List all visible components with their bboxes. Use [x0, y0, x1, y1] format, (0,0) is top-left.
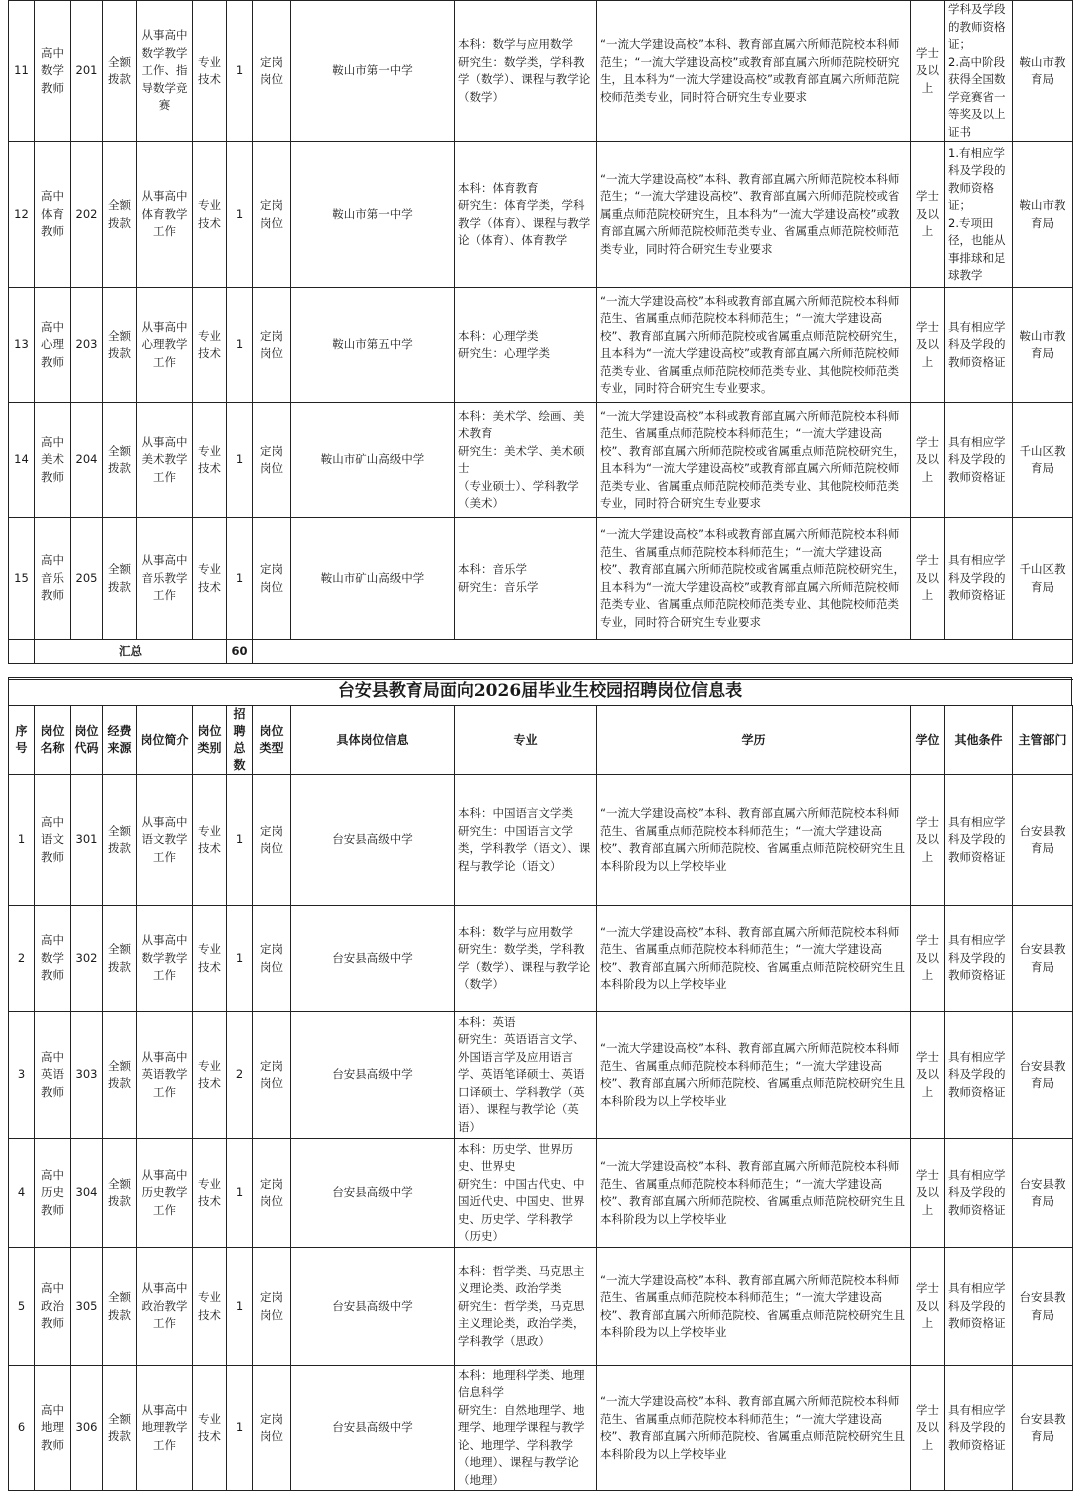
- cell-ptype: 定岗岗位: [253, 906, 291, 1012]
- cell-other: 具有相应学科及学段的教师资格证: [945, 775, 1013, 906]
- table-row: [9, 403, 1073, 518]
- header-funding: 经费来源: [103, 706, 137, 775]
- cell-funding: 全额拨款: [103, 1, 137, 142]
- cell-funding: 全额拨款: [103, 1366, 137, 1491]
- cell-school: 鞍山市第五中学: [291, 288, 455, 403]
- header-major: 专业: [455, 706, 597, 775]
- cell-edu: “一流大学建设高校”本科、教育部直属六所师范院校本科师范生；“一流大学建设高校”、教育部直属六所师范院校或省属重点师范院校研究生，且本科为“一流大学建设高校”或教育部直属六所师范院校师范类专业、省属重点师范院校师范类专业，同时符合研究生专业要求: [597, 142, 911, 288]
- cell-category: 专业技术: [193, 403, 227, 518]
- cell-school: 台安县高级中学: [291, 1366, 455, 1491]
- cell-name: 高中数学教师: [35, 1, 71, 142]
- header-school: 具体岗位信息: [291, 706, 455, 775]
- table-row: [9, 1012, 1073, 1139]
- cell-intro: 从事高中数学教学工作: [137, 906, 193, 1012]
- header-intro: 岗位简介: [137, 706, 193, 775]
- cell-code: 301: [71, 775, 103, 906]
- cell-edu: “一流大学建设高校”本科或教育部直属六所师范院校本科师范生、省属重点师范院校本科师范生；“一流大学建设高校”、教育部直属六所师范院校或省属重点师范院校研究生，且本科为“一流大学建设高校”或教育部直属六所师范院校师范类专业、省属重点师范院校师范类专业、其他院校师范类专业，同时符合研究生专业要求。: [597, 288, 911, 403]
- cell-code: 305: [71, 1248, 103, 1366]
- cell-ptype: 定岗岗位: [253, 1139, 291, 1248]
- cell-intro: 从事高中体育教学工作: [137, 142, 193, 288]
- cell-code: 302: [71, 906, 103, 1012]
- cell-name: 高中美术教师: [35, 403, 71, 518]
- cell-code: 203: [71, 288, 103, 403]
- cell-major: 本科：体育教育 研究生：体育学类，学科教学（体育）、课程与教学论（体育）、体育教学: [455, 142, 597, 288]
- cell-dept: 鞍山市教育局: [1013, 142, 1073, 288]
- cell-edu: “一流大学建设高校”本科、教育部直属六所师范院校本科师范生、省属重点师范院校本科师范生；“一流大学建设高校”、教育部直属六所师范院校、省属重点师范院校研究生且本科阶段为以上学校毕业: [597, 1139, 911, 1248]
- cell-code: 201: [71, 1, 103, 142]
- cell-dept: 台安县教育局: [1013, 1248, 1073, 1366]
- cell-edu: “一流大学建设高校”本科、教育部直属六所师范院校本科师范生、省属重点师范院校本科师范生；“一流大学建设高校”、教育部直属六所师范院校、省属重点师范院校研究生且本科阶段为以上学校毕业: [597, 1012, 911, 1139]
- header-ptype: 岗位类型: [253, 706, 291, 775]
- cell-dept: 鞍山市教育局: [1013, 1, 1073, 142]
- cell-code: 303: [71, 1012, 103, 1139]
- cell-count: 1: [227, 518, 253, 640]
- cell-school: 台安县高级中学: [291, 1139, 455, 1248]
- cell-degree: 学士及以上: [911, 1012, 945, 1139]
- cell-ptype: 定岗岗位: [253, 1, 291, 142]
- cell-funding: 全额拨款: [103, 403, 137, 518]
- cell-dept: 鞍山市教育局: [1013, 288, 1073, 403]
- cell-degree: 学士及以上: [911, 403, 945, 518]
- cell-category: 专业技术: [193, 142, 227, 288]
- table-row: [9, 906, 1073, 1012]
- cell-count: 1: [227, 142, 253, 288]
- table-taian-body: [9, 775, 1073, 1491]
- cell-category: 专业技术: [193, 518, 227, 640]
- cell-category: 专业技术: [193, 1, 227, 142]
- cell-major: 本科：英语 研究生：英语语言文学、外国语言学及应用语言学、英语笔译硕士、英语口译硕士、学科教学（英语）、课程与教学论（英语）: [455, 1012, 597, 1139]
- cell-school: 鞍山市矿山高级中学: [291, 403, 455, 518]
- cell-count: 2: [227, 1012, 253, 1139]
- cell-name: 高中地理教师: [35, 1366, 71, 1491]
- summary-empty-tail: [253, 640, 1073, 664]
- summary-empty-cell: [9, 640, 35, 664]
- cell-other: 具有相应学科及学段的教师资格证: [945, 1248, 1013, 1366]
- cell-intro: 从事高中音乐教学工作: [137, 518, 193, 640]
- cell-major: 本科：数学与应用数学 研究生：数学类，学科教学（数学）、课程与教学论（数学）: [455, 1, 597, 142]
- cell-dept: 千山区教育局: [1013, 403, 1073, 518]
- cell-code: 202: [71, 142, 103, 288]
- cell-degree: 学士及以上: [911, 1248, 945, 1366]
- cell-ptype: 定岗岗位: [253, 1366, 291, 1491]
- cell-school: 鞍山市第一中学: [291, 1, 455, 142]
- cell-dept: 千山区教育局: [1013, 518, 1073, 640]
- table-row: [9, 142, 1073, 288]
- cell-ptype: 定岗岗位: [253, 288, 291, 403]
- cell-major: 本科：心理学类 研究生：心理学类: [455, 288, 597, 403]
- cell-category: 专业技术: [193, 1248, 227, 1366]
- table-title: 台安县教育局面向2026届毕业生校园招聘岗位信息表: [8, 677, 1072, 705]
- cell-intro: 从事高中美术教学工作: [137, 403, 193, 518]
- table-row: [9, 1139, 1073, 1248]
- cell-code: 306: [71, 1366, 103, 1491]
- cell-intro: 从事高中语文教学工作: [137, 775, 193, 906]
- cell-category: 专业技术: [193, 906, 227, 1012]
- cell-count: 1: [227, 1366, 253, 1491]
- cell-edu: “一流大学建设高校”本科或教育部直属六所师范院校本科师范生、省属重点师范院校本科师范生；“一流大学建设高校”、教育部直属六所师范院校或省属重点师范院校研究生，且本科为“一流大学建设高校”或教育部直属六所师范院校师范类专业、省属重点师范院校师范类专业、其他院校师范类专业，同时符合研究生专业要求: [597, 518, 911, 640]
- cell-other: 具有相应学科及学段的教师资格证: [945, 1139, 1013, 1248]
- header-row: [9, 706, 1073, 775]
- cell-intro: 从事高中地理教学工作: [137, 1366, 193, 1491]
- cell-category: 专业技术: [193, 1012, 227, 1139]
- cell-code: 205: [71, 518, 103, 640]
- cell-seq: 5: [9, 1248, 35, 1366]
- cell-category: 专业技术: [193, 288, 227, 403]
- cell-degree: 学士及以上: [911, 142, 945, 288]
- cell-major: 本科：中国语言文学类 研究生：中国语言文学类，学科教学（语文）、课程与教学论（语文）: [455, 775, 597, 906]
- cell-seq: 14: [9, 403, 35, 518]
- header-category: 岗位类别: [193, 706, 227, 775]
- table-row: [9, 1, 1073, 142]
- cell-other: 具有相应学科及学段的教师资格证: [945, 288, 1013, 403]
- cell-ptype: 定岗岗位: [253, 403, 291, 518]
- header-code: 岗位代码: [71, 706, 103, 775]
- cell-category: 专业技术: [193, 1139, 227, 1248]
- cell-other: 学科及学段的教师资格证； 2.高中阶段获得全国数学竞赛省一等奖及以上证书: [945, 1, 1013, 142]
- cell-degree: 学士及以上: [911, 1, 945, 142]
- cell-other: 具有相应学科及学段的教师资格证: [945, 518, 1013, 640]
- cell-seq: 2: [9, 906, 35, 1012]
- cell-count: 1: [227, 288, 253, 403]
- cell-seq: 6: [9, 1366, 35, 1491]
- cell-other: 具有相应学科及学段的教师资格证: [945, 403, 1013, 518]
- cell-name: 高中历史教师: [35, 1139, 71, 1248]
- cell-count: 1: [227, 403, 253, 518]
- cell-funding: 全额拨款: [103, 906, 137, 1012]
- cell-intro: 从事高中数学教学工作、指导数学竞赛: [137, 1, 193, 142]
- cell-edu: “一流大学建设高校”本科、教育部直属六所师范院校本科师范生；“一流大学建设高校”或教育部直属六所师范院校研究生，且本科为“一流大学建设高校”或教育部直属六所师范院校师范类专业，同时符合研究生专业要求: [597, 1, 911, 142]
- cell-other: 具有相应学科及学段的教师资格证: [945, 1012, 1013, 1139]
- cell-ptype: 定岗岗位: [253, 1248, 291, 1366]
- cell-funding: 全额拨款: [103, 1139, 137, 1248]
- cell-funding: 全额拨款: [103, 288, 137, 403]
- cell-school: 台安县高级中学: [291, 1248, 455, 1366]
- cell-major: 本科：哲学类、马克思主义理论类、政治学类 研究生：哲学类，马克思主义理论类，政治学类，学科教学（思政）: [455, 1248, 597, 1366]
- cell-edu: “一流大学建设高校”本科、教育部直属六所师范院校本科师范生、省属重点师范院校本科师范生；“一流大学建设高校”、教育部直属六所师范院校、省属重点师范院校研究生且本科阶段为以上学校毕业: [597, 906, 911, 1012]
- cell-seq: 4: [9, 1139, 35, 1248]
- cell-other: 具有相应学科及学段的教师资格证: [945, 906, 1013, 1012]
- cell-seq: 13: [9, 288, 35, 403]
- cell-funding: 全额拨款: [103, 775, 137, 906]
- cell-school: 台安县高级中学: [291, 906, 455, 1012]
- cell-dept: 台安县教育局: [1013, 906, 1073, 1012]
- cell-major: 本科：历史学、世界历史、世界史 研究生：中国古代史、中国近代史、中国史、世界史、历史学、学科教学（历史）: [455, 1139, 597, 1248]
- cell-funding: 全额拨款: [103, 1012, 137, 1139]
- header-seq: 序号: [9, 706, 35, 775]
- cell-count: 1: [227, 1139, 253, 1248]
- cell-ptype: 定岗岗位: [253, 775, 291, 906]
- cell-category: 专业技术: [193, 775, 227, 906]
- table-row: [9, 775, 1073, 906]
- cell-name: 高中体育教师: [35, 142, 71, 288]
- cell-ptype: 定岗岗位: [253, 518, 291, 640]
- cell-other: 具有相应学科及学段的教师资格证: [945, 1366, 1013, 1491]
- cell-name: 高中英语教师: [35, 1012, 71, 1139]
- cell-name: 高中数学教师: [35, 906, 71, 1012]
- cell-funding: 全额拨款: [103, 142, 137, 288]
- cell-count: 1: [227, 1, 253, 142]
- header-dept: 主管部门: [1013, 706, 1073, 775]
- summary-label: 汇总: [35, 640, 227, 664]
- table-anshan-body: [9, 1, 1073, 640]
- cell-seq: 15: [9, 518, 35, 640]
- cell-degree: 学士及以上: [911, 518, 945, 640]
- cell-degree: 学士及以上: [911, 906, 945, 1012]
- cell-count: 1: [227, 1248, 253, 1366]
- cell-school: 台安县高级中学: [291, 1012, 455, 1139]
- table-row: [9, 1248, 1073, 1366]
- cell-school: 鞍山市第一中学: [291, 142, 455, 288]
- header-other: 其他条件: [945, 706, 1013, 775]
- cell-major: 本科：音乐学 研究生：音乐学: [455, 518, 597, 640]
- cell-intro: 从事高中历史教学工作: [137, 1139, 193, 1248]
- cell-name: 高中心理教师: [35, 288, 71, 403]
- cell-edu: “一流大学建设高校”本科、教育部直属六所师范院校本科师范生、省属重点师范院校本科师范生；“一流大学建设高校”、教育部直属六所师范院校、省属重点师范院校研究生且本科阶段为以上学校毕业: [597, 1366, 911, 1491]
- table-row: [9, 1366, 1073, 1491]
- header-name: 岗位名称: [35, 706, 71, 775]
- cell-edu: “一流大学建设高校”本科、教育部直属六所师范院校本科师范生、省属重点师范院校本科师范生；“一流大学建设高校”、教育部直属六所师范院校、省属重点师范院校研究生且本科阶段为以上学校毕业: [597, 775, 911, 906]
- cell-ptype: 定岗岗位: [253, 142, 291, 288]
- cell-funding: 全额拨款: [103, 1248, 137, 1366]
- cell-intro: 从事高中政治教学工作: [137, 1248, 193, 1366]
- cell-major: 本科：数学与应用数学 研究生：数学类，学科教学（数学）、课程与教学论（数学）: [455, 906, 597, 1012]
- cell-intro: 从事高中心理教学工作: [137, 288, 193, 403]
- header-count: 招聘总数: [227, 706, 253, 775]
- cell-degree: 学士及以上: [911, 1366, 945, 1491]
- cell-dept: 台安县教育局: [1013, 775, 1073, 906]
- cell-dept: 台安县教育局: [1013, 1012, 1073, 1139]
- cell-intro: 从事高中英语教学工作: [137, 1012, 193, 1139]
- cell-funding: 全额拨款: [103, 518, 137, 640]
- summary-total: 60: [227, 640, 253, 664]
- cell-major: 本科：美术学、绘画、美术教育 研究生：美术学、美术硕士 （专业硕士）、学科教学（美术）: [455, 403, 597, 518]
- cell-count: 1: [227, 906, 253, 1012]
- cell-name: 高中语文教师: [35, 775, 71, 906]
- cell-ptype: 定岗岗位: [253, 1012, 291, 1139]
- cell-degree: 学士及以上: [911, 1139, 945, 1248]
- cell-edu: “一流大学建设高校”本科或教育部直属六所师范院校本科师范生、省属重点师范院校本科师范生；“一流大学建设高校”、教育部直属六所师范院校或省属重点师范院校研究生，且本科为“一流大学建设高校”或教育部直属六所师范院校师范类专业、省属重点师范院校师范类专业、其他院校师范类专业，同时符合研究生专业要求: [597, 403, 911, 518]
- cell-count: 1: [227, 775, 253, 906]
- cell-degree: 学士及以上: [911, 775, 945, 906]
- table-anshan-positions: [8, 0, 1073, 680]
- table-row: [9, 518, 1073, 640]
- cell-degree: 学士及以上: [911, 288, 945, 403]
- cell-dept: 台安县教育局: [1013, 1366, 1073, 1491]
- cell-school: 鞍山市矿山高级中学: [291, 518, 455, 640]
- header-degree: 学位: [911, 706, 945, 775]
- summary-row: [9, 640, 1073, 664]
- cell-seq: 3: [9, 1012, 35, 1139]
- cell-code: 304: [71, 1139, 103, 1248]
- cell-school: 台安县高级中学: [291, 775, 455, 906]
- cell-code: 204: [71, 403, 103, 518]
- cell-name: 高中政治教师: [35, 1248, 71, 1366]
- cell-seq: 1: [9, 775, 35, 906]
- cell-major: 本科：地理科学类、地理信息科学 研究生：自然地理学、地理学、地理学课程与教学论、地理学、学科教学（地理）、课程与教学论（地理）: [455, 1366, 597, 1491]
- cell-category: 专业技术: [193, 1366, 227, 1491]
- cell-name: 高中音乐教师: [35, 518, 71, 640]
- cell-edu: “一流大学建设高校”本科、教育部直属六所师范院校本科师范生、省属重点师范院校本科师范生；“一流大学建设高校”、教育部直属六所师范院校、省属重点师范院校研究生且本科阶段为以上学校毕业: [597, 1248, 911, 1366]
- cell-other: 1.有相应学科及学段的教师资格证； 2.专项田径，也能从事排球和足球教学: [945, 142, 1013, 288]
- cell-seq: 11: [9, 1, 35, 142]
- cell-dept: 台安县教育局: [1013, 1139, 1073, 1248]
- cell-seq: 12: [9, 142, 35, 288]
- table-row: [9, 288, 1073, 403]
- table-taian-positions: [8, 705, 1073, 1491]
- header-edu: 学历: [597, 706, 911, 775]
